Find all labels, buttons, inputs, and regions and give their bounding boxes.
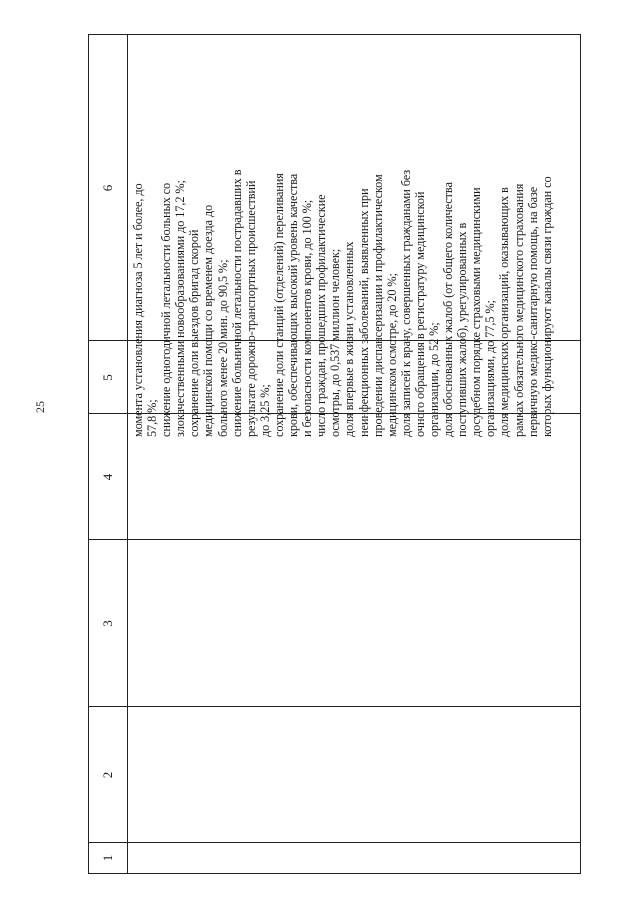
text-line: первичную медико-санитарную помощь, на базе xyxy=(525,186,540,437)
text-line: доля медицинских организаций, оказывающих в xyxy=(497,187,512,437)
text-line: которых функционируют каналы связи граждан со xyxy=(539,176,554,437)
text-line: снижение больничной летальности пострадавших в xyxy=(229,169,244,437)
column-6-text xyxy=(131,37,554,437)
text-line: крови, обеспечивающих высокий уровень качества xyxy=(286,173,301,437)
text-line: число граждан, прошедших профилактические xyxy=(314,194,329,437)
text-line: медицинском осмотре, до 20 %; xyxy=(384,273,399,437)
text-line: злокачественными новообразованиями до 17,2 %; xyxy=(173,180,188,437)
text-line: снижение одногодичной летальности больных со xyxy=(159,182,174,437)
text-line: организациями, до 77,5 %; xyxy=(483,300,498,437)
header-cell-1: 1 xyxy=(100,854,115,862)
text-line: досудебном порядке страховыми медицинскими xyxy=(469,187,484,437)
text-line: очного обращения в регистратуру медицинской xyxy=(412,191,427,437)
header-cell-6: 6 xyxy=(100,184,115,192)
text-line: медицинской помощи со временем доезда до xyxy=(201,204,216,437)
data-table xyxy=(88,34,581,874)
text-line: проведении диспансеризации и профилактическом xyxy=(370,174,385,437)
page-number: 25 xyxy=(33,401,47,413)
text-line: результате дорожно-транспортных происшествий xyxy=(243,180,258,437)
text-line: осмотры, до 0,537 миллион человек; xyxy=(328,248,343,437)
text-line: больного менее 20 мин. до 90,5 %; xyxy=(215,259,230,437)
text-line: доля обоснованных жалоб (от общего количества xyxy=(441,182,456,437)
text-line: 57,8 %; xyxy=(145,399,160,437)
column-divider xyxy=(89,539,580,540)
text-line: доля записей к врачу, совершенных гражданами без xyxy=(398,170,413,437)
column-divider xyxy=(89,706,580,707)
text-line: момента установления диагноза 5 лет и более, до xyxy=(131,183,145,437)
text-line: сохранение доли станций (отделений) переливания xyxy=(271,173,286,437)
table-header-row xyxy=(89,35,128,873)
header-cell-5: 5 xyxy=(100,374,115,381)
text-line: поступивших жалоб), урегулированных в xyxy=(455,222,470,437)
text-line: неинфекционных заболеваний, выявленных при xyxy=(356,188,371,437)
text-line: и безопасности компонентов крови, до 100 %; xyxy=(300,199,315,437)
header-cell-4: 4 xyxy=(100,473,115,481)
header-cell-2: 2 xyxy=(100,771,115,779)
text-line: организации, до 52 %; xyxy=(426,322,441,437)
text-line: до 3,25 %; xyxy=(257,384,272,437)
text-line: рамках обязательного медицинского страхования xyxy=(511,183,526,437)
text-line: доля впервые в жизни установленных xyxy=(342,241,357,437)
text-line: сохранение доли выездов бригад скорой xyxy=(187,229,202,437)
header-cell-3: 3 xyxy=(100,620,115,627)
column-divider xyxy=(89,842,580,843)
